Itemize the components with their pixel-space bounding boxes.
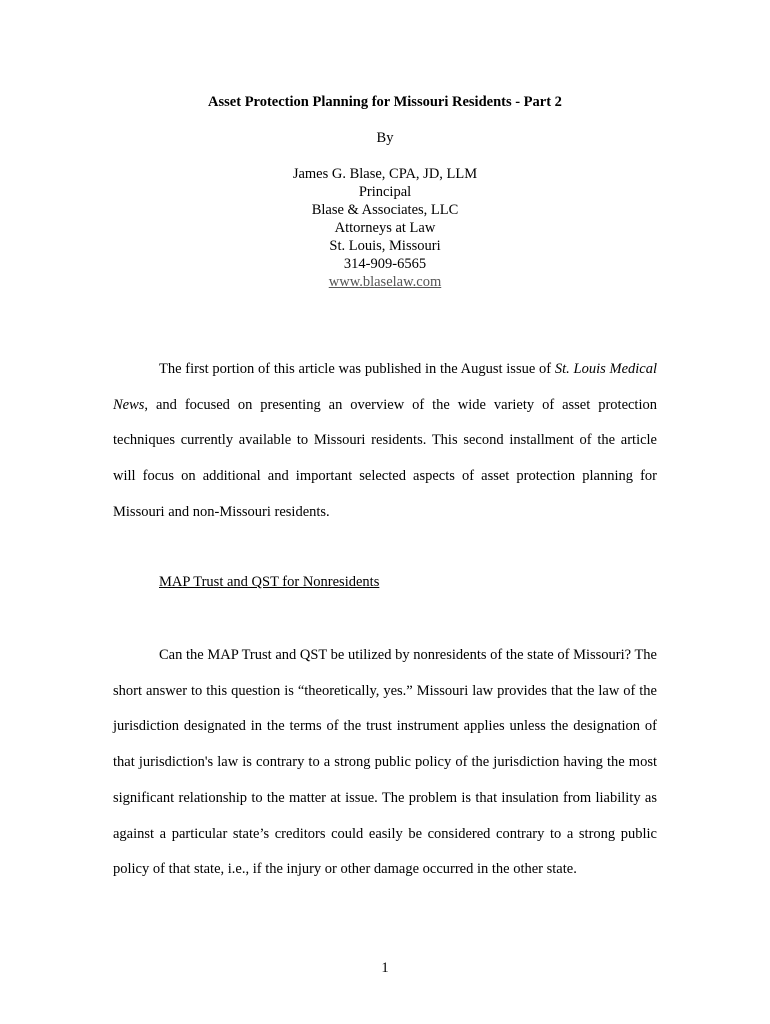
body-paragraph: [113, 638, 657, 888]
author-block: [0, 165, 770, 291]
body-paragraph-text: Can the MAP Trust and QST be utilized by nonresidents of the state of Missouri? The short answer to this question is “theoretically, yes.” Missouri law provides that the law of the jurisdiction designated in the terms of the trust instrument applies unless the designation of that jurisdiction's law is contrary to a strong public policy of the jurisdiction having the most significant relationship to the matter at issue. The problem is that insulation from liability as against a particular state’s creditors could easily be considered contrary to a strong public policy of that state, i.e., if the injury or other damage occurred in the other state.: [113, 647, 657, 878]
byline: By: [376, 130, 394, 146]
author-location: St. Louis, Missouri: [329, 238, 441, 254]
intro-paragraph-text-2: , and focused on presenting an overview of the wide variety of asset protection techniques currently available to Missouri residents. This second installment of the article will focus on additional and important selected aspects of asset protection planning for Missouri and non-Missouri residents.: [113, 396, 657, 520]
intro-paragraph-text-1: The first portion of this article was published in the August issue of: [159, 361, 555, 377]
author-phone: 314-909-6565: [343, 256, 427, 272]
page-number: 1: [381, 960, 389, 976]
document-title: Asset Protection Planning for Missouri Residents - Part 2: [208, 94, 562, 110]
author-website-link[interactable]: www.blaselaw.com: [328, 274, 442, 290]
author-position: Principal: [358, 184, 412, 200]
intro-paragraph: [113, 352, 657, 531]
author-firm: Blase & Associates, LLC: [311, 202, 459, 218]
publication-name: St. Louis Medical News: [113, 361, 657, 413]
author-name: James G. Blase, CPA, JD, LLM: [292, 166, 478, 182]
section-heading: MAP Trust and QST for Nonresidents: [159, 574, 380, 590]
author-practice: Attorneys at Law: [334, 220, 436, 236]
